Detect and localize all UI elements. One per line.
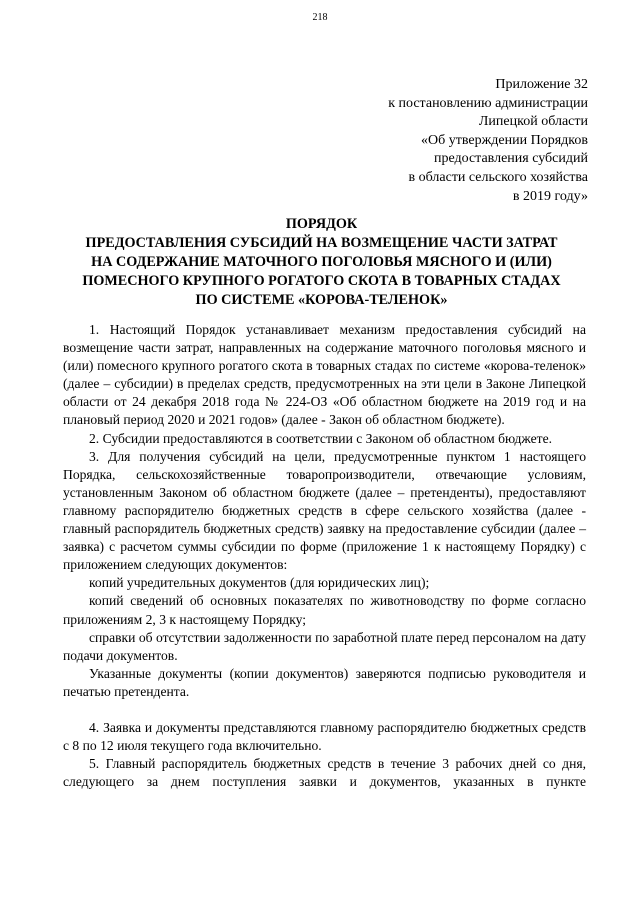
list-item-charter-docs: копий учредительных документов (для юридических лиц);: [89, 575, 430, 591]
appendix-line: Липецкой области: [478, 114, 588, 130]
paragraph-4: 4. Заявка и документы представляются главному распорядителю бюджетных средств с 8 по 12 июля текущего года включительно.: [63, 719, 586, 754]
appendix-line: к постановлению администрации: [388, 95, 588, 111]
appendix-line: Приложение 32: [495, 77, 588, 92]
document-title: [40, 215, 603, 310]
title-line: ПРЕДОСТАВЛЕНИЯ СУБСИДИЙ НА ВОЗМЕЩЕНИЕ ЧАСТИ ЗАТРАТ: [85, 235, 558, 251]
paragraph-certification: Указанные документы (копии документов) заверяются подписью руководителя и печатью претендента.: [63, 665, 586, 699]
appendix-header: [388, 76, 588, 206]
paragraph-1: 1. Настоящий Порядок устанавливает механизм предоставления субсидий на возмещение части затрат, направленных на содержание маточного поголовья мясного и (или) помесного крупного рогатого скота в товарных стадах по системе «корова-теленок» (далее – субсидии) в пределах средств, предусмотренных на эти цели в Законе Липецкой области от 24 декабря 2018 года № 224-ОЗ «Об областном бюджете на 2019 год и на плановый период 2020 и 2021 годов» (далее - Закон об областном бюджете).: [63, 322, 586, 428]
paragraph-2: 2. Субсидии предоставляются в соответствии с Законом об областном бюджете.: [89, 430, 553, 446]
title-line: ПОМЕСНОГО КРУПНОГО РОГАТОГО СКОТА В ТОВАРНЫХ СТАДАХ: [82, 273, 561, 289]
list-item-no-debt-certificate: справки об отсутствии задолженности по заработной плате перед персоналом на дату подачи документов.: [63, 629, 586, 663]
title-line: НА СОДЕРЖАНИЕ МАТОЧНОГО ПОГОЛОВЬЯ МЯСНОГО И (ИЛИ): [91, 254, 552, 270]
title-line: ПО СИСТЕМЕ «КОРОВА-ТЕЛЕНОК»: [195, 292, 448, 308]
appendix-line: «Об утверждении Порядков: [421, 132, 588, 148]
paragraph-3: 3. Для получения субсидий на цели, предусмотренные пунктом 1 настоящего Порядка, сельскохозяйственные товаропроизводители, отвечающие условиям, установленным Законом об областном бюджете (далее – претенденты), предоставляют главному распорядителю бюджетных средств в сфере сельского хозяйства (далее - главный распорядитель бюджетных средств) заявку на предоставление субсидии (далее – заявка) с расчетом суммы субсидии по форме (приложение 1 к настоящему Порядку) с приложением следующих документов:: [63, 448, 586, 573]
appendix-line: в 2019 году»: [512, 188, 588, 204]
paragraph-5: 5. Главный распорядитель бюджетных средств в течение 3 рабочих дней со дня, следующего за днем поступления заявки и документов, указанных в пункте: [63, 756, 586, 790]
document-body: [63, 321, 586, 791]
page-number: 218: [312, 12, 328, 23]
appendix-line: предоставления субсидий: [433, 151, 588, 167]
appendix-line: в области сельского хозяйства: [408, 169, 588, 185]
list-item-livestock-info: копий сведений об основных показателях по животноводству по форме согласно приложениям 2, 3 к настоящему Порядку;: [63, 593, 586, 627]
title-line: ПОРЯДОК: [285, 216, 358, 232]
